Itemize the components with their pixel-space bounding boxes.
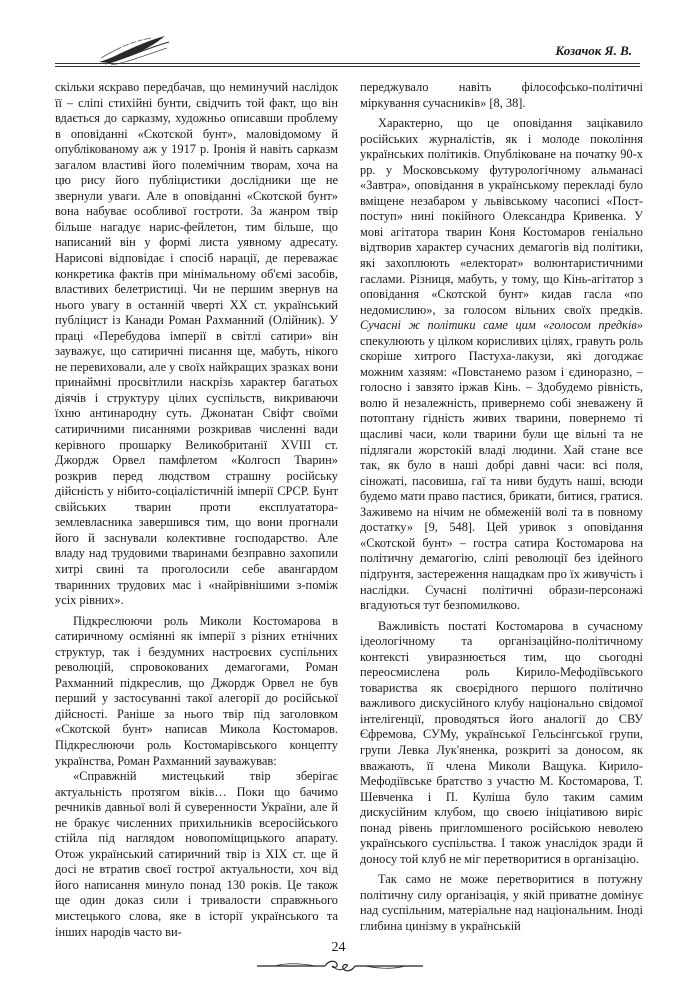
paragraph [360, 116, 643, 614]
header-author: Козачок Я. В. [555, 43, 632, 58]
block-quote: «Справжній мистецький твір зберігає актуальність протягом віків… Поки що бачимо речників давньої волі й суверенности України, але й не бракує численних прихильників всеросійського стійла під наглядом новопоміщицького апарату. Отож український сатиричний твір із XIX ст. ще й досі не втратив своєї гострої актуальности, хоч від його написання минуло понад 130 років. Це також ще один доказ сили і тривалости справжнього мистецького слова, яке в історії українського та інших народів часто ви- [55, 769, 338, 939]
paragraph: скільки яскраво передбачав, що неминучий наслідок її – сліпі стихійні бунти, свідчить той факт, що він вдається до сарказму, художньо описавши проблему в оповіданні «Скотской бунт», маловідомому й опублікованому аж у 1917 р. Іронія й навіть сарказм загалом властиві його полемічним творам, хоча на цю рису його публіцистики дослідники ще не звернули уваги. Але в оповіданні «Скотской бунт» вона набуває особливої гостроти. За жанром твір більше нагадує нарис-фейлетон, тим більше, що написаний він у формі листа уявному адресату. Нарисові відповідає і спосіб нарації, де переважає конкретика фактів при мінімальному об'ємі засобів, властивих белетристиці. Чи не першим звернув на нього увагу в останній чверті XX ст. український публіцист із Канади Роман Рахманний (Олійник). У праці «Перебудова імперії в світлі сатири» він зауважує, що сатиричні писання ще, мабуть, нікого не перевиховали, але у своїх найкращих зразках вони принаймні просвітлили наскрізь характер багатьох діячів і структуру цілих суспільств, викриваючи їхню антинародну суть. Джонатан Свіфт своїми сатиричними писаннями розкривав численні вади керівного прошарку Великобританії XVIII ст. Джордж Орвел памфлетом «Колгосп Тварин» розкрив перед людством страшну російську дійсність у нібито-соціалістичній імперії СРСР. Бунт свійських тварин проти експлуататора-землевласника завершився тим, що вони прогнали його й заснували колективне господарство. Але владу над трудовими тваринами безправно захопили хитрі свині та проголосили себе авангардом тваринних трудових мас і «найрівнішими з-поміж усіх рівних». [55, 80, 338, 608]
paragraph-text: спекулюють у цілком корисливих цілях, гравуть роль скоріше хитрого Пастуха-лакузи, які догоджає можним хазяям: «Повстанемо разом і єдиноразно, – голосно і завзято іржав Кінь. – Здобудемо рівність, волю й незалежність, привернемо собі зневажену й потоптану гідність живих тварини, повернемо ті щасливі часи, коли тварини були ще вільні та не підлягали жорстокій владі людини. Хай стане все так, як було в наші добрі давні часи: всі поля, сіножаті, пасовиша, гаї та ниви будуть наші, всюди будемо мати право пастися, брикати, битися, гратися. Заживемо на нічим не обмеженій волі та в повному достатку» [9, 548]. Цей уривок з оповідання «Скотской бунт» – гостра сатира Костомарова на політичну демагогію, сліпі революції без ідейного підґрунтя, застереження нащадкам про їх живучість і наслідки. Сучасні політичні образи-персонажі вгадуються тут безпомилково. [360, 333, 643, 613]
header-rule-thin [55, 66, 640, 67]
italic-emphasis: Сучасні ж політики саме цим «голосом предків» [360, 318, 643, 333]
paragraph-text: Характерно, що це оповідання зацікавило російських журналістів, як і молоде покоління українських політиків. Опубліковане на початку 90-х рр. у Московському футурологічному альманасі «Завтра», оповідання в українському перекладі було вміщене незабаром у львівському часописі «Пост-поступ» нині покійного Олександра Кривенка. У мові агітатора тварин Коня Костомаров геніально відтворив характер сучасних демагогів від політики, які захоплюють «електорат» волюнтаристичними гаслами. Різниця, мабуть, у тому, що Кінь-агітатор з оповідання «Скотской бунт» кидав гасла «по недомислию», за голосом вільних своїх предків. [360, 116, 643, 317]
right-column [360, 80, 643, 935]
page-number: 24 [331, 940, 346, 955]
scroll-ornament-icon [255, 958, 425, 974]
paragraph: Так само не може перетворитися в потужну політичну силу організація, у якій приватне домінує над суспільним, матеріальне над національним. Іноді глибина цинізму в українській [360, 872, 643, 933]
header-rule [55, 63, 640, 64]
running-header [55, 30, 640, 70]
paragraph: переджувало навіть філософсько-політичні міркування сучасників» [8, 38]. [360, 80, 643, 110]
paragraph: Підкреслюючи роль Миколи Костомарова в сатиричному осміянні як імперії з різних етнічних структур, так і бездумних настроєвих суспільних революцій, спровокованих демагогами, Роман Рахманний підкреслив, що Джордж Орвел не був перший у застосуванні такої алегорії до російської дійсності. Раніше за нього твір під заголовком «Скотской бунт» написав Микола Костомаров. Підкреслюючи роль Костомарівського концепту українства, Роман Рахманний зауважував: [55, 613, 338, 768]
paragraph: Важливість постаті Костомарова в сучасному ідеологічному та організаційно-політичному контексті увиразнюється тим, що сьогодні переосмислена роль Кирило-Мефодіївського товариства як своєрідного першого політично важливого дискусійного клубу національно свідомої інтелігенції, проводяться його аналогії до СВУ Єфремова, СУМу, української Гельсінгської групи, групи Левка Лук'яненка, розкриті за доносом, як вважають, її члена Миколи Ващука. Кирило-Мефодіївське братство з участю М. Костомарова, Т. Шевченка і П. Куліша було таким самим дискусійним клубом, що своєю ініціативою виріс понад рівень пригломшеного російською неволею українського суспільства. І також унаслідок зради й доносу той клуб не міг перетворитися в організацію. [360, 618, 643, 866]
left-column [55, 80, 338, 940]
